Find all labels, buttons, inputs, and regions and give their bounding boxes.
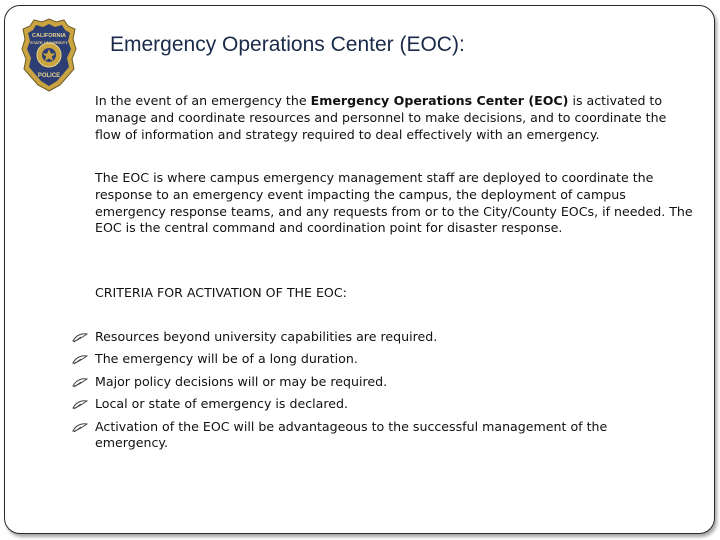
bullet-text: Resources beyond university capabilities are required. xyxy=(95,329,438,344)
criteria-list xyxy=(72,329,682,458)
list-item xyxy=(72,374,682,391)
police-badge-icon xyxy=(20,17,78,93)
list-item xyxy=(72,329,682,346)
criteria-heading: CRITERIA FOR ACTIVATION OF THE EOC: xyxy=(95,285,347,300)
feather-bullet-icon xyxy=(72,354,88,366)
bullet-text: The emergency will be of a long duration. xyxy=(95,351,358,367)
bullet-text: Activation of the EOC will be advantageous to the successful management of the emergency. xyxy=(95,418,608,451)
feather-bullet-icon xyxy=(72,422,88,434)
badge-top-text: CALIFORNIA xyxy=(32,33,66,39)
bullet-text: Local or state of emergency is declared. xyxy=(95,396,348,412)
list-item xyxy=(72,396,682,413)
badge-bottom-text: POLICE xyxy=(37,73,61,79)
feather-bullet-icon xyxy=(72,332,88,344)
intro-rest-text: is activated to manage and coordinate resources and personnel to make decisions, and to coordinate the flow of information and strategy required to deal effectively with an emergency. xyxy=(95,93,667,142)
list-item xyxy=(72,351,682,368)
list-item xyxy=(72,419,682,453)
bullet-text: Major policy decisions will or may be required. xyxy=(95,373,388,389)
feather-bullet-icon xyxy=(72,377,88,389)
intro-paragraph xyxy=(95,93,695,143)
slide-title: Emergency Operations Center (EOC): xyxy=(110,33,465,56)
eoc-bold-text: Emergency Operations Center (EOC) xyxy=(310,93,569,108)
feather-bullet-icon xyxy=(72,399,88,411)
eoc-description-paragraph: The EOC is where campus emergency management staff are deployed to coordinate the response to an emergency event impacting the campus, the deployment of campus emergency response teams, and any requests from or to the City/County EOCs, if needed. The EOC is the central command and coordination point for disaster response. xyxy=(95,170,693,236)
badge-middle-text: STATE UNIVERSITY xyxy=(30,40,68,45)
intro-lead-text: In the event of an emergency the xyxy=(95,93,311,108)
